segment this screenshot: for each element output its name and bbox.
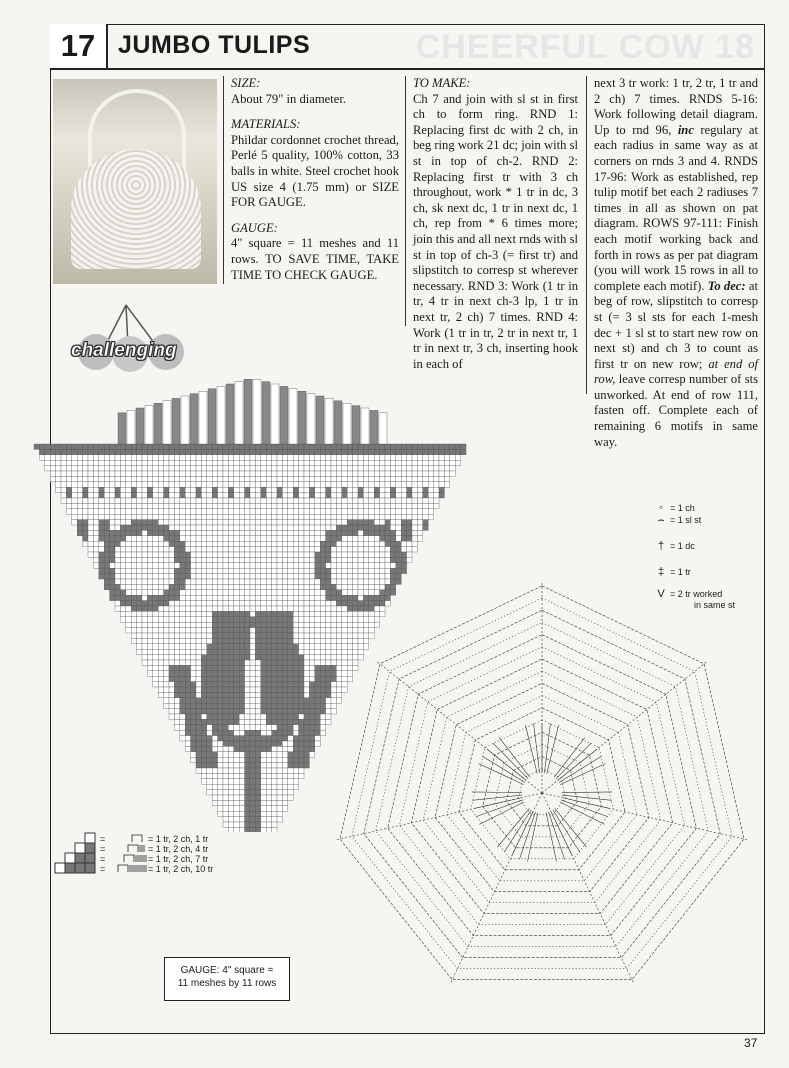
double-crochet-icon: † xyxy=(657,540,665,552)
continued-text-d: leave corresp number of sts unworked. At end of row 111, fasten off. Complete each of remaining 6 motifs in same way. xyxy=(594,372,758,449)
continued-text-c: at beg of row, slipstitch to corresp st (= 3 sl sts for each 1-mesh dec + 1 sl st to start new row on next st) and ch 3 to count as first tr on new row; xyxy=(594,278,758,371)
end-of-row-heading: at end of row, xyxy=(594,356,758,387)
column-divider xyxy=(405,76,406,326)
mesh-key-item: = 1 tr, 2 ch, 7 tr xyxy=(148,854,209,864)
gauge-heading: GAUGE: xyxy=(231,220,278,235)
symbol-key-label: = 1 dc xyxy=(670,541,695,551)
column-size-materials xyxy=(231,76,399,292)
continued-text-b: regulary at each radius in same way as at corners on rnds 3 and 4. RNDS 17-96: Work as established, rep tulip motif bet each 2 radiuses 7 times in all as shown on pat diagram. ROWS 97-111: Finish each motif working back and forth in rows as per pat diagram (you will work 15 rows in all to complete each motif). xyxy=(594,122,758,293)
symbol-key-label: = 2 tr worked xyxy=(670,589,723,599)
svg-text:=: = xyxy=(100,844,106,854)
gauge-text: 4" square = 11 meshes and 11 rows. TO SAVE TIME, TAKE TIME TO CHECK GAUGE. xyxy=(231,236,399,282)
symbol-key-label: = 1 tr xyxy=(670,567,691,577)
dec-heading: To dec: xyxy=(707,278,746,293)
treble-icon: ‡ xyxy=(657,566,665,578)
continued-text-a: next 3 tr work: 1 tr, 2 tr, 1 tr and 2 ch) 7 times. RNDS 5-16: Work following detail diagram. Up to rnd 96, xyxy=(594,76,758,137)
symbol-key-label-cont: in same st xyxy=(694,600,736,610)
difficulty-badge xyxy=(66,300,196,372)
svg-text:=: = xyxy=(100,864,106,874)
mesh-key-item: = 1 tr, 2 ch, 1 tr xyxy=(148,834,209,844)
page-number: 37 xyxy=(744,1036,758,1050)
svg-text:=: = xyxy=(100,834,106,844)
mesh-key-item: = 1 tr, 2 ch, 10 tr xyxy=(148,864,214,874)
materials-heading: MATERIALS: xyxy=(231,117,301,132)
mesh-key-list xyxy=(148,834,213,874)
svg-text:=: = xyxy=(100,854,106,864)
gauge-box xyxy=(164,957,290,1001)
to-make-heading: TO MAKE: xyxy=(413,76,471,90)
chain-icon: ◦ xyxy=(659,502,663,514)
slip-stitch-icon: ⌢ xyxy=(657,514,665,526)
two-treble-icon: V xyxy=(657,588,665,600)
size-text: About 79" in diameter. xyxy=(231,91,346,106)
gauge-box-line: GAUGE: 4" square = xyxy=(180,965,274,976)
pattern-title: JUMBO TULIPS xyxy=(118,31,311,59)
detail-diagram xyxy=(322,568,762,1028)
to-make-text: Ch 7 and join with sl st in first ch to form ring. RND 1: Replacing first dc with 2 ch, in beg ring work 21 dc; join with sl st in top of ch-2. RND 2: Replacing first tr with 3 ch throughout, work * 1 tr in dc, 3 ch, sk next dc, 1 tr in next dc, 1 ch, rep from * 6 times more; join this and all next rnds with sl st in top of ch-3 (= first tr) and slipstitch to corresp st wherever necessary. RND 3: Work (1 tr in tr, 4 tr in next ch-3 lp, 1 tr in next tr, 2 ch) 7 times. RND 4: Work (1 tr in tr, 2 tr in next tr, 1 tr in next tr, 3 ch, inserting hook in each of xyxy=(413,91,578,371)
column-continued xyxy=(594,76,758,459)
inc-term: inc xyxy=(677,122,694,137)
tablecloth-photo-icon xyxy=(53,79,217,284)
materials-text: Phildar cordonnet crochet thread, Perlé 5 quality, 100% cotton, 33 balls in white. Steel crochet hook US size 4 (1.75 mm) or SIZE FOR GAUGE. xyxy=(231,132,399,210)
column-divider xyxy=(586,76,587,394)
gauge-box-line: 11 meshes by 11 rows xyxy=(177,978,277,989)
pattern-number: 17 xyxy=(50,24,108,68)
pattern-header xyxy=(50,24,765,70)
symbol-key-label: = 1 sl st xyxy=(670,515,702,525)
symbol-key-label: = 1 ch xyxy=(670,503,695,513)
column-divider xyxy=(223,76,224,284)
bleed-through-title: CHEERFUL COW 18 xyxy=(415,28,755,66)
size-heading: SIZE: xyxy=(231,76,261,90)
column-to-make xyxy=(413,76,578,381)
mesh-key-item: = 1 tr, 2 ch, 4 tr xyxy=(148,844,209,854)
difficulty-label: challenging xyxy=(71,340,177,361)
